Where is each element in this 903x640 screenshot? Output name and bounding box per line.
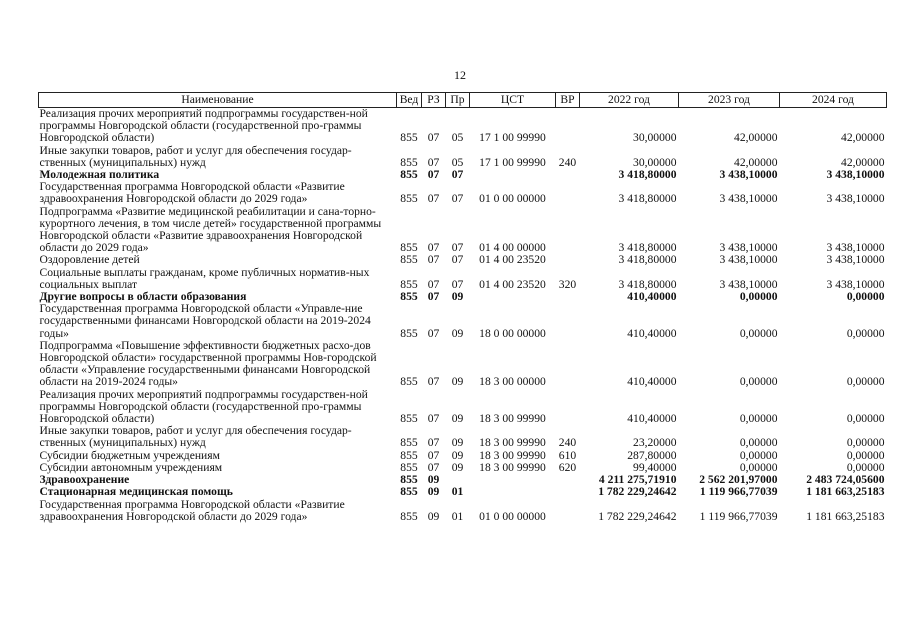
cell-name: Государственная программа Новгородской области «Развитие здравоохранения Новгородской области до 2029 года» [39, 497, 345, 523]
cell-rz: 09 [427, 509, 440, 523]
cell-vr [556, 206, 580, 255]
table-row [39, 254, 887, 266]
cell-vr [556, 389, 580, 426]
cell-2022: 4 211 275,71910 [598, 473, 677, 487]
cell-cst [470, 169, 556, 181]
cell-pr: 01 [451, 509, 464, 523]
cell-2024: 0,00000 [846, 460, 885, 474]
cell-pr: 07 [451, 253, 464, 267]
cell-rz: 07 [427, 448, 440, 462]
cell-2022: 3 418,80000 [618, 253, 677, 267]
header-name: Наименование [39, 93, 397, 108]
cell-2022: 410,40000 [627, 375, 677, 389]
cell-rz: 07 [427, 290, 440, 304]
cell-ved: 855 [400, 241, 418, 255]
cell-2024: 3 438,10000 [826, 168, 885, 182]
header-vr: ВР [556, 93, 580, 108]
table-row [39, 425, 887, 449]
cell-ved: 855 [400, 277, 418, 291]
cell-name: Стационарная медицинская помощь [39, 485, 233, 499]
cell-name: Государственная программа Новгородской области «Управле-ние государственными финансами Новгородской области на 2019-2024 годы» [39, 302, 371, 340]
cell-pr: 07 [451, 241, 464, 255]
cell-pr: 09 [451, 412, 464, 426]
cell-vr: 240 [558, 155, 577, 169]
cell-ved: 855 [400, 436, 418, 450]
cell-2024: 0,00000 [846, 448, 885, 462]
header-rz: РЗ [422, 93, 446, 108]
cell-ved: 855 [400, 485, 418, 499]
cell-vr [556, 169, 580, 181]
cell-2022: 99,40000 [633, 460, 677, 474]
cell-2022: 410,40000 [627, 326, 677, 340]
cell-vr [556, 108, 580, 145]
cell-rz: 07 [427, 155, 440, 169]
cell-rz: 07 [427, 436, 440, 450]
cell-2024: 0,00000 [846, 375, 885, 389]
cell-cst [470, 474, 556, 486]
cell-2024: 1 181 663,25183 [806, 509, 885, 523]
cell-rz: 07 [427, 412, 440, 426]
cell-ved: 855 [400, 412, 418, 426]
cell-pr: 05 [451, 155, 464, 169]
cell-2023: 0,00000 [739, 460, 778, 474]
cell-pr: 09 [451, 326, 464, 340]
cell-rz: 07 [427, 326, 440, 340]
cell-pr: 09 [451, 448, 464, 462]
cell-2022: 30,00000 [633, 155, 677, 169]
cell-2024: 1 181 663,25183 [806, 485, 885, 499]
cell-2024: 3 438,10000 [826, 253, 885, 267]
cell-name: Другие вопросы в области образования [39, 290, 247, 304]
cell-2024: 2 483 724,05600 [806, 473, 885, 487]
cell-pr: 07 [451, 192, 464, 206]
cell-rz: 07 [427, 192, 440, 206]
cell-ved: 855 [400, 253, 418, 267]
cell-name: Иные закупки товаров, работ и услуг для обеспечения государ-ственных (муниципальных) нужд [39, 143, 352, 169]
cell-name: Оздоровление детей [39, 253, 140, 267]
cell-pr: 09 [451, 290, 464, 304]
cell-2023: 2 562 201,97000 [699, 473, 778, 487]
cell-ved: 855 [400, 448, 418, 462]
cell-2022: 3 418,80000 [618, 168, 677, 182]
page-number: 12 [454, 68, 466, 82]
table-row [39, 206, 887, 255]
cell-2023: 3 438,10000 [719, 168, 778, 182]
cell-2022: 3 418,80000 [618, 192, 677, 206]
cell-vr [556, 340, 580, 389]
cell-ved: 855 [400, 131, 418, 145]
cell-ved: 855 [400, 375, 418, 389]
cell-2022: 287,80000 [627, 448, 677, 462]
cell-rz: 09 [427, 473, 440, 487]
cell-cst: 17 1 00 99990 [479, 155, 546, 169]
cell-rz: 07 [427, 375, 440, 389]
cell-cst: 01 0 00 00000 [479, 192, 546, 206]
cell-name: Государственная программа Новгородской области «Развитие здравоохранения Новгородской области до 2029 года» [39, 180, 345, 206]
budget-table [38, 92, 887, 523]
cell-name: Здравоохранение [39, 473, 130, 487]
cell-pr: 09 [451, 460, 464, 474]
header-ved: Вед [397, 93, 422, 108]
cell-ved: 855 [400, 460, 418, 474]
cell-2024: 3 438,10000 [826, 241, 885, 255]
cell-cst: 18 0 00 00000 [479, 326, 546, 340]
header-2022: 2022 год [580, 93, 679, 108]
table-row [39, 267, 887, 291]
table-row [39, 145, 887, 169]
cell-rz: 07 [427, 241, 440, 255]
cell-name: Молодежная политика [39, 168, 160, 182]
cell-ved: 855 [400, 168, 418, 182]
table-row [39, 108, 887, 145]
cell-2023: 3 438,10000 [719, 192, 778, 206]
cell-cst: 18 3 00 99990 [479, 436, 546, 450]
cell-2023: 3 438,10000 [719, 241, 778, 255]
cell-pr: 09 [451, 375, 464, 389]
table-row [39, 499, 887, 523]
cell-vr [556, 303, 580, 340]
cell-2022: 1 782 229,24642 [598, 485, 677, 499]
cell-ved: 855 [400, 290, 418, 304]
header-2023: 2023 год [679, 93, 780, 108]
cell-pr: 05 [451, 131, 464, 145]
cell-name: Субсидии бюджетным учреждениям [39, 448, 220, 462]
cell-name: Реализация прочих мероприятий подпрограммы государствен-ной программы Новгородской области (государственной про-граммы Новгородской области) [39, 107, 368, 145]
cell-2022: 1 782 229,24642 [598, 509, 677, 523]
table-row [39, 389, 887, 426]
cell-2024: 0,00000 [846, 436, 885, 450]
cell-2022: 410,40000 [627, 290, 677, 304]
cell-vr: 610 [558, 448, 577, 462]
cell-pr: 09 [451, 436, 464, 450]
cell-2023: 42,00000 [734, 131, 778, 145]
cell-2022: 410,40000 [627, 412, 677, 426]
cell-vr [556, 181, 580, 205]
header-cst: ЦСТ [470, 93, 556, 108]
table-row [39, 486, 887, 498]
cell-2024: 0,00000 [846, 326, 885, 340]
cell-2024: 42,00000 [841, 131, 885, 145]
cell-2023: 0,00000 [739, 448, 778, 462]
cell-name: Подпрограмма «Развитие медицинской реабилитации и сана-торно-курортного лечения, в том числе детей» государственной программы Новгородской области «Развитие здравоохранения Новгородской области до 2029 года» [39, 204, 382, 255]
header-pr: Пр [446, 93, 470, 108]
cell-cst [470, 291, 556, 303]
cell-rz: 07 [427, 131, 440, 145]
cell-cst: 01 0 00 00000 [479, 509, 546, 523]
cell-2023: 0,00000 [739, 412, 778, 426]
table-body [39, 108, 887, 523]
cell-2022: 23,20000 [633, 436, 677, 450]
cell-pr: 07 [451, 277, 464, 291]
cell-pr: 07 [451, 168, 464, 182]
cell-2024: 42,00000 [841, 155, 885, 169]
cell-rz: 07 [427, 460, 440, 474]
cell-2023: 3 438,10000 [719, 277, 778, 291]
cell-rz: 09 [427, 485, 440, 499]
cell-vr [556, 486, 580, 498]
header-2024: 2024 год [780, 93, 887, 108]
cell-rz: 07 [427, 168, 440, 182]
cell-name: Социальные выплаты гражданам, кроме публичных норматив-ных социальных выплат [39, 265, 370, 291]
cell-2022: 30,00000 [633, 131, 677, 145]
cell-cst: 18 3 00 00000 [479, 375, 546, 389]
cell-2024: 3 438,10000 [826, 192, 885, 206]
cell-name: Подпрограмма «Повышение эффективности бюджетных расхо-дов Новгородской области» государственной программы Нов-городской области «Управление государственными финансами Новгородской области на 2019-2024 годы» [39, 338, 377, 389]
cell-2023: 0,00000 [739, 290, 778, 304]
table-row [39, 340, 887, 389]
cell-cst: 18 3 00 99990 [479, 412, 546, 426]
cell-pr: 01 [451, 485, 464, 499]
cell-2023: 3 438,10000 [719, 253, 778, 267]
cell-ved: 855 [400, 192, 418, 206]
cell-name: Иные закупки товаров, работ и услуг для обеспечения государ-ственных (муниципальных) нужд [39, 424, 352, 450]
cell-ved: 855 [400, 326, 418, 340]
cell-2024: 0,00000 [846, 412, 885, 426]
cell-cst: 01 4 00 23520 [479, 277, 546, 291]
cell-vr [556, 291, 580, 303]
cell-cst: 18 3 00 99990 [479, 448, 546, 462]
cell-vr: 620 [558, 460, 577, 474]
cell-2023: 42,00000 [734, 155, 778, 169]
cell-name: Субсидии автономным учреждениям [39, 460, 223, 474]
cell-rz: 07 [427, 277, 440, 291]
cell-rz: 07 [427, 253, 440, 267]
cell-2024: 0,00000 [846, 290, 885, 304]
cell-vr [556, 254, 580, 266]
cell-2023: 1 119 966,77039 [699, 485, 778, 499]
cell-cst: 01 4 00 00000 [479, 241, 546, 255]
table-row [39, 181, 887, 205]
cell-vr: 320 [558, 277, 577, 291]
cell-cst: 01 4 00 23520 [479, 253, 546, 267]
cell-cst: 18 3 00 99990 [479, 460, 546, 474]
cell-2023: 0,00000 [739, 436, 778, 450]
cell-vr: 240 [558, 436, 577, 450]
cell-vr [556, 499, 580, 523]
cell-2023: 0,00000 [739, 326, 778, 340]
cell-cst [470, 486, 556, 498]
cell-ved: 855 [400, 473, 418, 487]
cell-name: Реализация прочих мероприятий подпрограммы государствен-ной программы Новгородской области (государственной про-граммы Новгородской области) [39, 387, 368, 426]
cell-2023: 1 119 966,77039 [699, 509, 778, 523]
cell-vr [556, 474, 580, 486]
cell-2022: 3 418,80000 [618, 241, 677, 255]
table-row [39, 303, 887, 340]
cell-ved: 855 [400, 155, 418, 169]
cell-2024: 3 438,10000 [826, 277, 885, 291]
cell-2022: 3 418,80000 [618, 277, 677, 291]
table-header-row [39, 93, 887, 108]
cell-2023: 0,00000 [739, 375, 778, 389]
cell-cst: 17 1 00 99990 [479, 131, 546, 145]
cell-ved: 855 [400, 509, 418, 523]
